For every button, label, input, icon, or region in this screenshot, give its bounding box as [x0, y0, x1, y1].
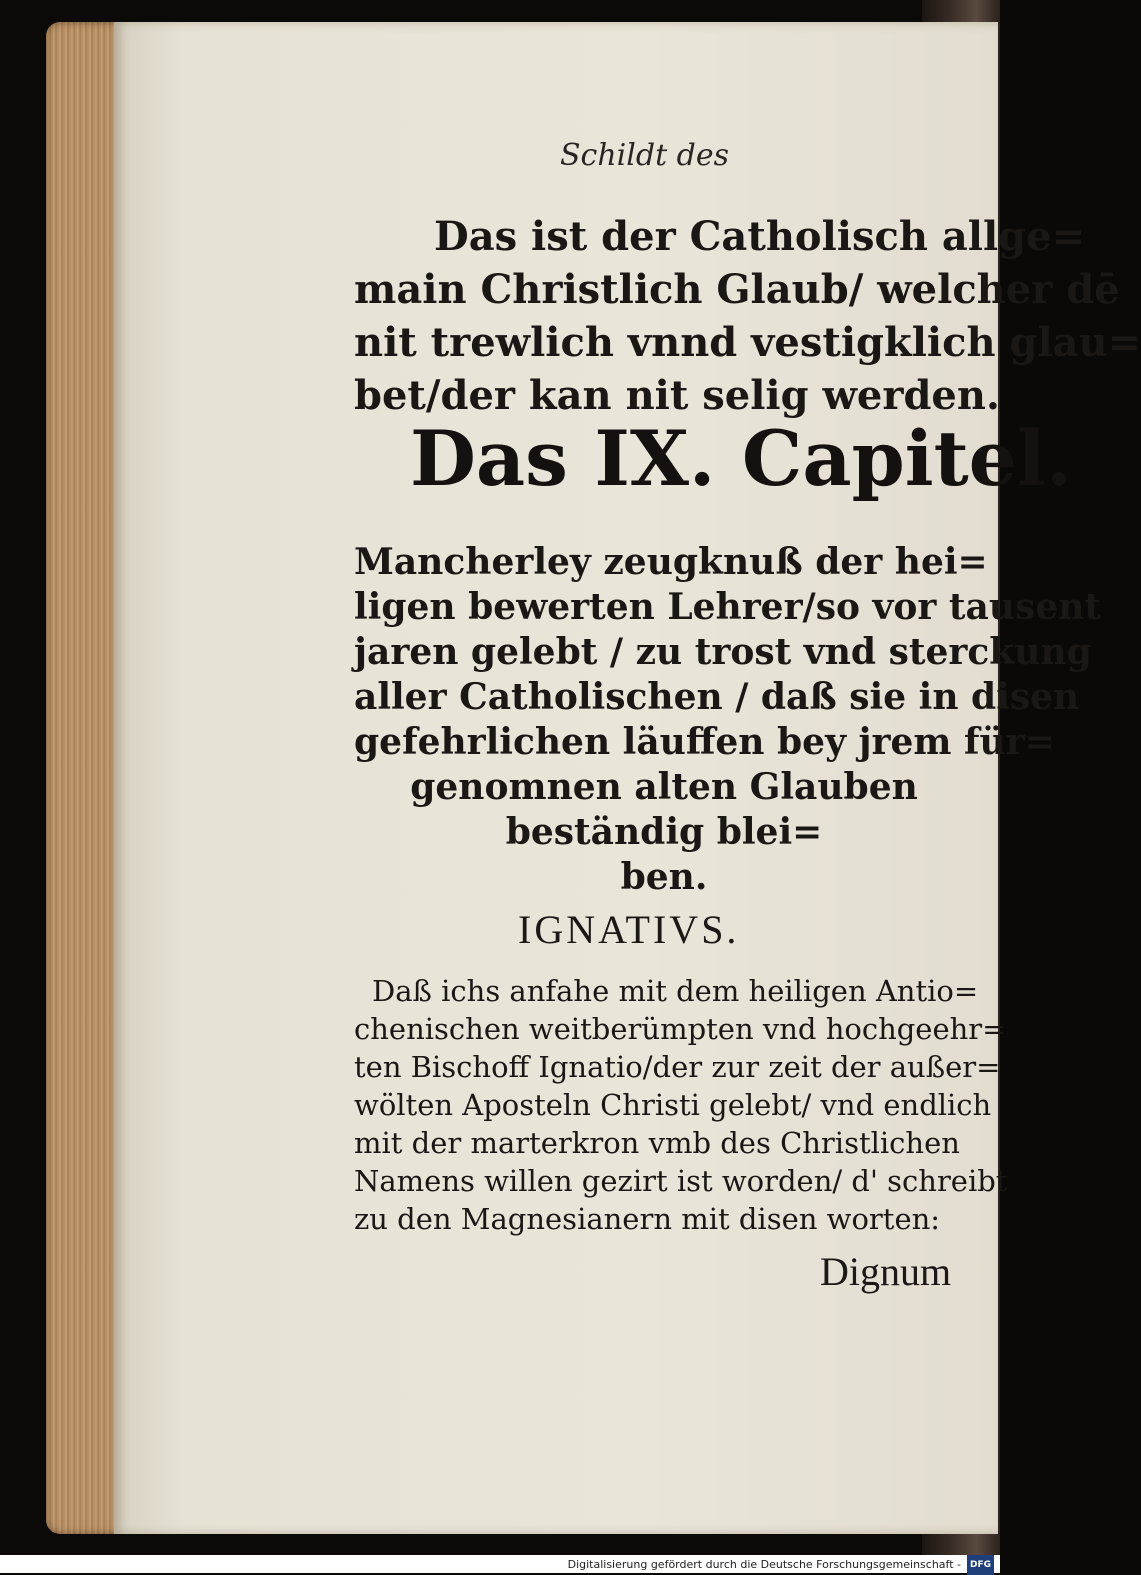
paragraph-1-line: nit trewlich vnnd vestigklich glau=	[354, 319, 1141, 366]
book-page	[114, 22, 1141, 1534]
footer-bar	[0, 1555, 1000, 1573]
chapter-subtitle-line: genomnen alten Glauben	[410, 766, 918, 808]
body-line: wölten Aposteln Christi gelebt/ vnd endlich	[354, 1088, 992, 1122]
name-heading: IGNATIVS.	[518, 907, 740, 952]
dfg-logo: DFG	[967, 1555, 994, 1575]
chapter-subtitle-line: jaren gelebt / zu trost vnd sterckung	[354, 631, 1092, 673]
paragraph-1-line: bet/der kan nit selig werden.	[354, 372, 1000, 419]
body-line: chenischen weitberümpten vnd hochgeehr=	[354, 1012, 1007, 1046]
body-line: Daß ichs anfahe mit dem heiligen Antio=	[372, 974, 979, 1008]
body-line: mit der marterkron vmb des Christlichen	[354, 1126, 960, 1160]
paragraph-1-line: Das ist der Catholisch allge=	[434, 213, 1086, 260]
paragraph-1	[354, 210, 1141, 422]
chapter-subtitle-line: beständig blei=	[505, 811, 823, 853]
chapter-subtitle-line: ligen bewerten Lehrer/so vor tausent	[354, 586, 1102, 628]
chapter-subtitle-line: Mancherley zeugknuß der hei=	[354, 541, 988, 583]
paragraph-1-line: main Christlich Glaub/ welcher dē	[354, 266, 1120, 313]
chapter-subtitle-line: aller Catholischen / daß sie in disen	[354, 676, 1080, 718]
chapter-subtitle-line: ben.	[620, 856, 708, 898]
footer-credit: Digitalisierung gefördert durch die Deutsche Forschungsgemeinschaft -	[567, 1558, 961, 1571]
page-stack-edge	[46, 22, 124, 1534]
body-text	[354, 972, 1008, 1238]
catchword: Dignum	[820, 1249, 952, 1294]
body-line: zu den Magnesianern mit disen worten:	[354, 1202, 941, 1236]
body-line: ten Bischoff Ignatio/der zur zeit der außer=	[354, 1050, 1001, 1084]
chapter-subtitle-line: gefehrlichen läuffen bey jrem für=	[354, 721, 1055, 763]
chapter-heading: Das IX. Capitel.	[410, 414, 1073, 503]
running-head: Schildt des	[560, 138, 730, 173]
body-line: Namens willen gezirt ist worden/ d' schreibt	[354, 1164, 1008, 1198]
chapter-subtitle	[354, 540, 1102, 900]
